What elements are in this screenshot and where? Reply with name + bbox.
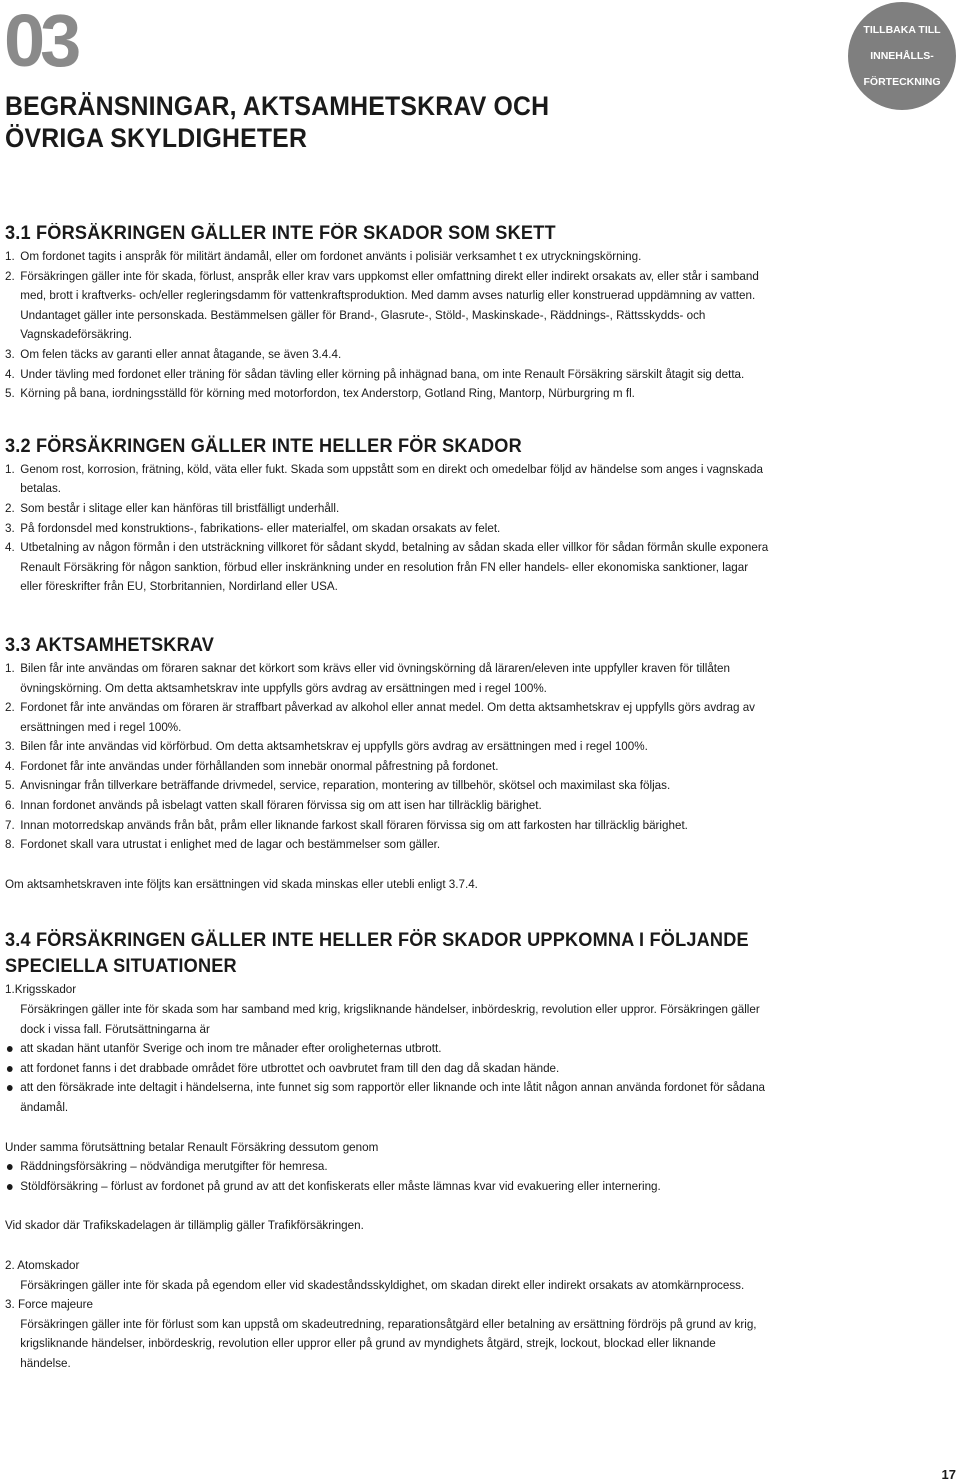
- item-number: 4.: [5, 758, 15, 773]
- toc-button-label-1: TILLBAKA TILL: [863, 23, 941, 36]
- item-text: Bilen får inte användas vid körförbud. Om detta aktsamhetskrav ej uppfylls görs avdrag av ersättningen med i regel 100%.: [20, 739, 648, 754]
- item-number: 4.: [5, 540, 15, 555]
- item-text: Fordonet får inte användas under förhållanden som innebär onormal påfrestning på fordonet.: [20, 758, 499, 773]
- list-item: [5, 737, 769, 757]
- list-item: [5, 267, 769, 345]
- item-text: Genom rost, korrosion, frätning, köld, väta eller fukt. Skada som uppstått som en direkt och omedelbar följd av händelse som anges i vagnskada betalas.: [20, 461, 763, 496]
- list-item: [5, 345, 769, 365]
- section-3-4-heading-line-2: SPECIELLA SITUATIONER: [5, 956, 237, 978]
- item-number: 3.: [5, 346, 15, 361]
- war-damage-paragraph: Försäkringen gäller inte för skada som har samband med krig, krigsliknande händelser, inbördeskrig, revolution eller uppror. Försäkringen gäller dock i vissa fall. Förutsättningarna är: [20, 1002, 760, 1036]
- item-number: 6.: [5, 798, 15, 813]
- same-condition-intro: Under samma förutsättning betalar Renault Försäkring dessutom genom: [5, 1139, 379, 1154]
- atomic-damage-title: 2. Atomskador: [5, 1257, 80, 1272]
- item-number: 1.: [5, 249, 15, 263]
- list-item: [5, 757, 769, 777]
- item-number: 4.: [5, 366, 15, 381]
- chapter-title-line-1: BEGRÄNSNINGAR, AKTSAMHETSKRAV OCH: [5, 91, 550, 121]
- bullet-item: Räddningsförsäkring – nödvändiga merutgifter för hemresa.: [5, 1157, 769, 1177]
- chapter-number: 03: [4, 0, 77, 82]
- back-to-toc-button[interactable]: [848, 2, 956, 110]
- bullet-item: Stöldförsäkring – förlust av fordonet på grund av att det konfiskerats eller måste lämnas kvar vid evakuering eller internering.: [5, 1177, 769, 1197]
- item-number: 1.: [5, 660, 15, 675]
- bullet-item: att fordonet fanns i det drabbade området före utbrottet och oavbrutet fram till den dag då skadan hände.: [5, 1059, 769, 1079]
- section-3-1-list: [5, 247, 769, 404]
- same-condition-bullets: [5, 1157, 769, 1196]
- item-text: Utbetalning av någon förmån i den utsträckning villkoret för sådant skydd, betalning av sådan skada eller villkor för sådan förmån skulle exponera Renault Försäkring för någon sanktion, förbud eller inskränkning under en resolution från FN eller handels- eller ekonomiska sanktioner, lagar eller föreskrifter från EU, Storbritannien, Nordirland eller USA.: [20, 540, 769, 594]
- item-number: 5.: [5, 386, 15, 401]
- traffic-law-note: Vid skador där Trafikskadelagen är tillämplig gäller Trafikförsäkringen.: [5, 1218, 364, 1233]
- chapter-title: [5, 90, 549, 154]
- list-item: [5, 365, 769, 385]
- section-3-2-heading: 3.2 FÖRSÄKRINGEN GÄLLER INTE HELLER FÖR SKADOR: [5, 435, 522, 457]
- item-text: Innan fordonet används på isbelagt vatten skall föraren förvissa sig om att isen har tillräcklig bärighet.: [20, 798, 542, 813]
- list-item: [5, 519, 769, 539]
- war-damage-bullets: [5, 1039, 769, 1117]
- list-item: [5, 776, 769, 796]
- item-number: 1.: [5, 461, 15, 476]
- item-number: 7.: [5, 817, 15, 832]
- item-number: 5.: [5, 778, 15, 793]
- item-text: Innan motorredskap används från båt, pråm eller liknande farkost skall föraren förvissa sig om att farkosten har tillräcklig bärighet.: [20, 817, 688, 832]
- list-item: [5, 538, 769, 597]
- list-item: [5, 816, 769, 836]
- item-number: 2.: [5, 500, 15, 515]
- item-text: Försäkringen gäller inte för skada, förlust, anspråk eller krav vars uppkomst eller omfattning direkt eller indirekt orsakats av, eller står i samband med, brott i kraftverks- och/eller regleringsdamm för vattenkraftsproduktion. Med damm avses naturlig eller konstruerad uppdämning av vatten. Undantaget gäller inte personskada. Bestämmelsen gäller för Brand-, Glasrute-, Stöld-, Maskinskade-, Räddnings-, Rättsskydds- och Vagnskadeförsäkring.: [20, 268, 759, 342]
- item-text: Som består i slitage eller kan hänföras till bristfälligt underhåll.: [20, 500, 340, 515]
- toc-button-label-3: FÖRTECKNING: [863, 75, 941, 88]
- main-content: [5, 221, 769, 1374]
- list-item: [5, 659, 769, 698]
- item-text: På fordonsdel med konstruktions-, fabrikations- eller materialfel, om skadan orsakats av felet.: [20, 520, 501, 535]
- item-text: Fordonet får inte användas om föraren är straffbart påverkad av alkohol eller annat medel. Om detta aktsamhetskrav ej uppfylls görs avdrag av ersättningen med i regel 100%.: [20, 700, 756, 734]
- list-item: [5, 698, 769, 737]
- section-3-3-heading: 3.3 AKTSAMHETSKRAV: [5, 634, 215, 656]
- list-item: [5, 796, 769, 816]
- item-text: Under tävling med fordonet eller träning för sådan tävling eller körning på inhägnad bana, om inte Renault Försäkring särskilt åtagit sig detta.: [20, 366, 745, 381]
- toc-button-label-2: INNEHÅLLS-: [870, 49, 934, 62]
- list-item: [5, 247, 769, 267]
- section-3-4-heading: [5, 928, 769, 980]
- item-text: Anvisningar från tillverkare beträffande drivmedel, service, reparation, montering av tillbehör, skötsel och maximilast ska följas.: [20, 778, 671, 793]
- atomic-damage-paragraph: Försäkringen gäller inte för skada på egendom eller vid skadeståndsskyldighet, om skadan direkt eller indirekt orsakats av atomkärnprocess.: [20, 1277, 745, 1292]
- item-text: Om felen täcks av garanti eller annat åtagande, se även 3.4.4.: [20, 346, 342, 361]
- bullet-item: att skadan hänt utanför Sverige och inom tre månader efter oroligheternas utbrott.: [5, 1039, 769, 1059]
- war-damage-title: 1.Krigsskador: [5, 982, 77, 997]
- item-number: 3.: [5, 739, 15, 754]
- item-text: Bilen får inte användas om föraren saknar det körkort som krävs eller vid övningskörning då läraren/eleven inte uppfyller kraven för tillåten övningskörning. Om detta aktsamhetskrav inte uppfylls görs avdrag av ersättningen med i regel 100%.: [20, 660, 730, 695]
- aktsamhet-note: Om aktsamhetskraven inte följts kan ersättningen vid skada minskas eller utebli enligt 3.7.4.: [5, 876, 478, 891]
- list-item: [5, 835, 769, 855]
- item-number: 2.: [5, 700, 15, 715]
- section-3-1-heading: 3.1 FÖRSÄKRINGEN GÄLLER INTE FÖR SKADOR SOM SKETT: [5, 223, 556, 244]
- item-text: Körning på bana, iordningsställd för körning med motorfordon, tex Anderstorp, Gotland Ring, Mantorp, Nürburgring m fl.: [20, 386, 635, 401]
- item-number: 8.: [5, 837, 15, 852]
- item-text: Om fordonet tagits i anspråk för militärt ändamål, eller om fordonet använts i polisiär verksamhet t ex utryckningskörning.: [20, 249, 642, 263]
- list-item: [5, 384, 769, 404]
- section-3-3-list: [5, 659, 769, 855]
- item-text: Fordonet skall vara utrustat i enlighet med de lagar och bestämmelser som gäller.: [20, 837, 441, 852]
- item-number: 3.: [5, 520, 15, 535]
- chapter-title-line-2: ÖVRIGA SKYLDIGHETER: [5, 123, 308, 153]
- section-3-4-heading-line-1: 3.4 FÖRSÄKRINGEN GÄLLER INTE HELLER FÖR SKADOR UPPKOMNA I FÖLJANDE: [5, 930, 749, 952]
- page-number: 17: [941, 1467, 956, 1482]
- force-majeure-paragraph: Försäkringen gäller inte för förlust som kan uppstå om skadeutredning, reparationsåtgärd eller betalning av ersättning fördröjs på grund av krig, krigsliknande händelser, inbördeskrig, revolution eller uppror eller på grund av myndighets åtgärd, strejk, lockout, blockad eller liknande händelse.: [20, 1316, 757, 1370]
- section-3-2-list: [5, 460, 769, 597]
- list-item: [5, 460, 769, 499]
- force-majeure-title: 3. Force majeure: [5, 1297, 93, 1312]
- bullet-item: att den försäkrade inte deltagit i händelserna, inte funnet sig som rapportör eller liknande och inte låtit någon annan använda fordonet för sådana ändamål.: [5, 1078, 769, 1117]
- item-number: 2.: [5, 268, 15, 283]
- list-item: [5, 499, 769, 519]
